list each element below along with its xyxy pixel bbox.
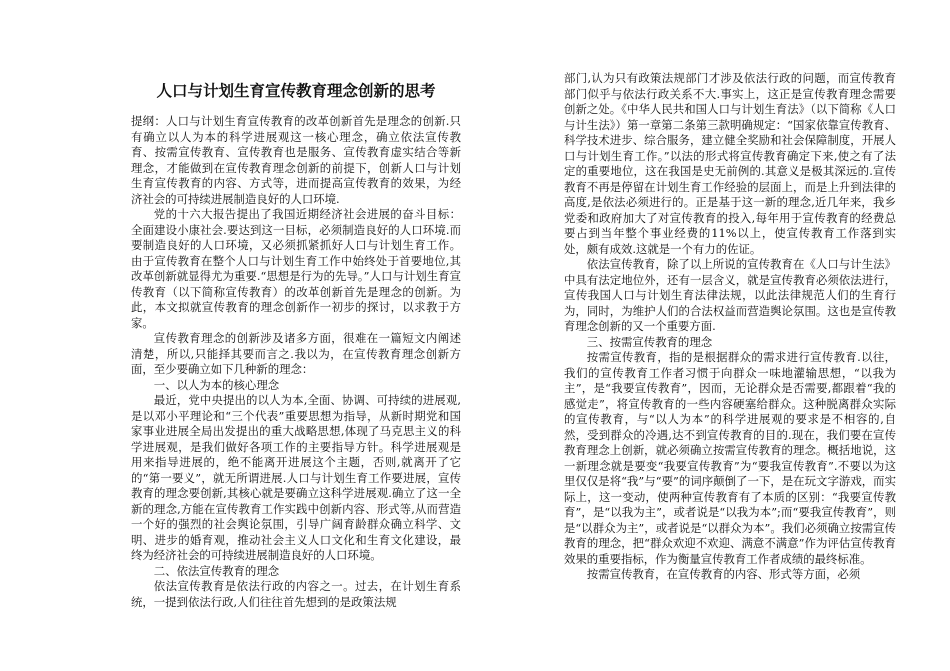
paragraph: 依法宣传教育，除了以上所说的宣传教育在《人口与计生法》中具有法定地位外，还有一层含义，就是宣传教育必须依法进行，宣传我国人口与计划生育法律法规，以此法律规范人们的生育行为，同时，为维护人们的合法权益而营造舆论氛围。这也是宣传教育理念创新的又一个重要方面. bbox=[564, 257, 896, 333]
paragraph-abstract: 提纲：人口与计划生育宣传教育的改革创新首先是理念的创新.只有确立以人为本的科学进展观这一核心理念，确立依法宣传教育、按需宣传教育、宣传教育也是服务、宣传教育虚实结合等新理念，才能做到在宣传教育理念创新的前提下，创新人口与计划生育宣传教育的内容、方式等，进而提高宣传教育的效果，为经济社会的可持续进展制造良好的人口环境. bbox=[131, 114, 461, 206]
paragraph: 按需宣传教育，在宣传教育的内容、形式等方面，必须 bbox=[586, 567, 861, 581]
paragraph: 部门,认为只有政策法规部门才涉及依法行政的问题，而宣传教育部门似乎与依法行政关系不大.事实上，这正是宣传教育理念需要创新之处。《中华人民共和国人口与计划生育法》（以下简称《人口与计生法》）第一章第二条第三款明确规定：“国家依靠宣传教育、科学技术进步、综合服务，建立健全奖励和社会保障制度，开展人口与计划生育工作。”以法的形式将宣传教育确定下来,使之有了法定的重要地位，这在我国是史无前例的.其意义是极其深远的.宣传教育不再是停留在计划生育工作经验的层面上，而是上升到法律的高度,是依法必须进行的。正是基于这一新的理念,近几年来，我乡党委和政府加大了对宣传教育的投入,每年用于宣传教育的经费总要占到当年整个事业经费的11%以上，使宣传教育工作落到实处，颇有成效.这就是一个有力的佐证。 bbox=[564, 71, 896, 256]
paragraph: 党的十六大报告提出了我国近期经济社会进展的奋斗目标：全面建设小康社会.要达到这一目标，必须制造良好的人口环境.而要制造良好的人口环境，又必须抓紧抓好人口与计划生育工作。由于宣传教育在整个人口与计划生育工作中始终处于首要地位,其改革创新就显得尤为重要.“思想是行为的先导。”人口与计划生育宣传教育（以下简称宣传教育）的改革创新首先是理念的创新。为此，本文拟就宣传教育的理念创新作一初步的探讨，以求教于方家。 bbox=[131, 207, 461, 330]
section-heading: 二、依法宣传教育的理念 bbox=[153, 563, 280, 578]
paragraph: 按需宣传教育，指的是根据群众的需求进行宣传教育.以往，我们的宣传教育工作者习惯于向群众一味地灌输思想，“以我为主”，是“我要宣传教育”，因而，无论群众是否需要,都跟着“我的感觉走”，将宣传教育的一些内容硬塞给群众。这种脱离群众实际的宣传教育，与“以人为本”的科学进展观的要求是不相容的,自然，受到群众的冷遇,达不到宣传教育的目的.现在，我们要在宣传教育理念上创新，就必须确立按需宣传教育的理念。概括地说，这一新理念就是要变“我要宣传教育”为“要我宣传教育”.不要以为这里仅仅是将“我”与“要”的词序颠倒了一下，是在玩文字游戏，而实际上，这一变动，使两种宣传教育有了本质的区别：“我要宣传教育”，是“以我为主”，或者说是“以我为本”;而“要我宣传教育”，则是“以群众为主”，或者说是“以群众为本”。我们必须确立按需宣传教育的理念，把“群众欢迎不欢迎、满意不满意”作为评估宣传教育效果的重要指标，作为衡量宣传教育工作者成绩的最终标准。 bbox=[564, 350, 896, 566]
paragraph: 最近，党中央提出的以人为本,全面、协调、可持续的进展观,是以邓小平理论和“三个代表”重要思想为指导，从新时期党和国家事业进展全局出发提出的重大战略思想,体现了马克思主义的科学进展观，是我们做好各项工作的主要指导方针。科学进展观是用来指导进展的，绝不能离开进展这个主题，否则,就离开了它的“第一要义”，就无所谓进展.人口与计划生育工作要进展，宣传教育的理念要创新,其核心就是要确立这科学进展观.确立了这一全新的理念,方能在宣传教育工作实践中创新内容、形式等,从而营造一个好的强烈的社会舆论氛围，引导广阔育龄群众确立科学、文明、进步的婚育观，推动社会主义人口文化和生育文化建设，最终为经济社会的可持续进展制造良好的人口环境。 bbox=[131, 393, 461, 562]
page-title: 人口与计划生育宣传教育理念创新的思考 bbox=[156, 82, 436, 100]
section-heading: 三、按需宣传教育的理念 bbox=[586, 334, 713, 349]
section-heading: 一、以人为本的核心理念 bbox=[153, 377, 280, 392]
paragraph: 宣传教育理念的创新涉及诸多方面，很难在一篇短文内阐述清楚，所以,只能择其要而言之.我以为，在宣传教育理念创新方面，至少要确立如下几种新的理念： bbox=[131, 331, 461, 376]
paragraph: 依法宣传教育是依法行政的内容之一。过去，在计划生育系统，一提到依法行政,人们往往首先想到的是政策法规 bbox=[131, 579, 461, 609]
right-column bbox=[564, 71, 896, 583]
